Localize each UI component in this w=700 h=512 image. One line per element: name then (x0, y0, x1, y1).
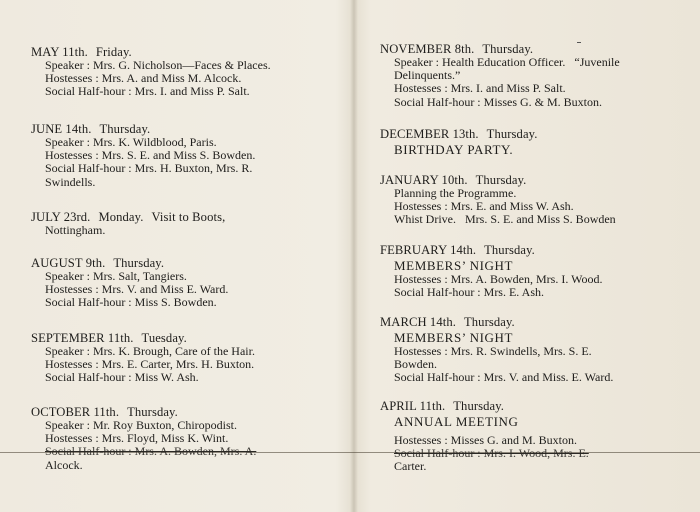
entry-weekday: Thursday. (99, 122, 151, 136)
event-title: BIRTHDAY PARTY. (394, 142, 514, 157)
speaker-line: Speaker : Mrs. K. Wildblood, Paris. (45, 135, 217, 149)
hostesses-line: Hostesses : Mrs. A. Bowden, Mrs. I. Wood. (394, 272, 603, 286)
entry-details (394, 187, 680, 227)
entry-february (380, 243, 680, 299)
entry-date: MAY 11th. (31, 45, 88, 59)
entry-heading (380, 243, 680, 257)
hostesses-line: Hostesses : Mrs. R. Swindells, Mrs. S. E. (394, 344, 592, 358)
social-line: Social Half-hour : Miss S. Bowden. (45, 295, 217, 310)
entry-heading (380, 399, 680, 413)
entry-august (31, 256, 331, 310)
hostesses-line: Hostesses : Mrs. E. and Miss W. Ash. (394, 199, 574, 214)
hostesses-line: Hostesses : Mrs. V. and Miss E. Ward. (45, 282, 229, 297)
entry-june (31, 122, 331, 189)
event-title: MEMBERS’ NIGHT (394, 330, 514, 345)
talk-title-cont: Delinquents.” (394, 68, 461, 83)
social-line-cont: Swindells. (45, 174, 96, 189)
entry-date: SEPTEMBER 11th. (31, 331, 134, 345)
entry-text-cont: Nottingham. (45, 223, 106, 237)
entry-date: MARCH 14th. (380, 315, 456, 329)
speaker-line: Speaker : Mrs. K. Brough, Care of the Hair. (45, 344, 255, 358)
entry-weekday: Thursday. (486, 127, 538, 141)
hostesses-line-cont: Bowden. (394, 357, 437, 372)
entry-heading (31, 122, 331, 136)
entry-heading (31, 331, 331, 345)
social-line: Social Half-hour : Mrs. E. Ash. (394, 285, 544, 300)
entry-weekday: Thursday. (475, 173, 527, 187)
entry-december (380, 127, 680, 157)
hostesses-line: Hostesses : Mrs. Floyd, Miss K. Wint. (45, 431, 229, 446)
entry-november (380, 42, 680, 109)
speaker-line: Speaker : Mr. Roy Buxton, Chiropodist. (45, 418, 237, 432)
entry-details (45, 224, 331, 237)
whist-label: Whist Drive. (394, 212, 456, 227)
entry-july (31, 210, 331, 237)
entry-date: JANUARY 10th. (380, 173, 468, 187)
entry-weekday: Thursday. (484, 243, 535, 257)
entry-details (394, 56, 680, 109)
entry-text: Visit to Boots, (151, 210, 226, 224)
hostesses-line: Hostesses : Mrs. A. and Miss M. Alcock. (45, 71, 242, 86)
entry-april (380, 399, 680, 474)
entry-may (31, 45, 331, 99)
social-line: Social Half-hour : Miss W. Ash. (45, 370, 199, 385)
entry-date: JUNE 14th. (31, 122, 92, 136)
entry-weekday: Thursday. (113, 256, 165, 270)
entry-date: JULY 23rd. (31, 210, 91, 224)
social-line: Social Half-hour : Mrs. I. and Miss P. Salt. (45, 84, 250, 99)
social-line: Social Half-hour : Mrs. H. Buxton, Mrs. R. (45, 161, 253, 176)
social-line: Social Half-hour : Mrs. V. and Miss. E. Ward. (394, 370, 614, 385)
entry-date: OCTOBER 11th. (31, 405, 120, 419)
entry-heading (380, 173, 680, 187)
entry-weekday: Friday. (95, 45, 132, 59)
entry-date: FEBRUARY 14th. (380, 243, 477, 257)
entry-details (45, 59, 331, 99)
entry-heading (380, 42, 680, 56)
entry-details (394, 273, 680, 299)
social-line: Social Half-hour : Mrs. A. Bowden, Mrs. A. (45, 444, 257, 459)
talk-title: “Juvenile (574, 55, 620, 69)
speaker-line: Speaker : Mrs. G. Nicholson—Faces & Places. (45, 58, 271, 72)
entry-heading (31, 45, 331, 59)
entry-weekday: Thursday. (463, 315, 515, 329)
entry-details (394, 434, 680, 474)
hostesses-line: Hostesses : Mrs. I. and Miss P. Salt. (394, 81, 566, 96)
entry-date: NOVEMBER 8th. (380, 42, 475, 56)
whist-line (394, 213, 680, 226)
entry-heading (31, 405, 331, 419)
entry-date: AUGUST 9th. (31, 256, 106, 270)
whist-hosts: Mrs. S. E. and Miss S. Bowden (465, 212, 616, 227)
entry-weekday: Monday. (98, 210, 144, 224)
center-fold (350, 0, 358, 512)
programme-line: Planning the Programme. (394, 186, 517, 200)
speaker-text: Speaker : Health Education Officer. (394, 55, 566, 69)
social-line: Social Half-hour : Misses G. & M. Buxton. (394, 94, 602, 109)
entry-details (394, 345, 680, 385)
entry-weekday: Tuesday. (141, 331, 187, 345)
entry-details (45, 270, 331, 310)
event-title: MEMBERS’ NIGHT (394, 258, 514, 273)
entry-date: DECEMBER 13th. (380, 127, 479, 141)
hostesses-line: Hostesses : Mrs. E. Carter, Mrs. H. Buxton. (45, 357, 255, 372)
entry-march (380, 315, 680, 385)
entry-details (45, 419, 331, 472)
entry-heading (31, 210, 331, 224)
entry-heading (380, 127, 680, 141)
entry-details (45, 136, 331, 189)
event-title: ANNUAL MEETING (394, 414, 519, 429)
entry-weekday: Thursday. (453, 399, 505, 413)
entry-weekday: Thursday. (127, 405, 178, 419)
social-line-cont: Alcock. (45, 457, 83, 472)
social-line-cont: Carter. (394, 459, 427, 474)
entry-january (380, 173, 680, 227)
entry-heading (380, 315, 680, 329)
social-line: Social Half-hour : Mrs. I. Wood, Mrs. E. (394, 446, 589, 461)
entry-heading (31, 256, 331, 270)
hostesses-line: Hostesses : Misses G. and M. Buxton. (394, 433, 578, 447)
speaker-line: Speaker : Mrs. Salt, Tangiers. (45, 269, 187, 283)
entry-september (31, 331, 331, 385)
entry-october (31, 405, 331, 472)
entry-weekday: Thursday. (482, 42, 534, 56)
entry-date: APRIL 11th. (380, 399, 446, 413)
entry-details (45, 345, 331, 385)
hostesses-line: Hostesses : Mrs. S. E. and Miss S. Bowden. (45, 148, 256, 163)
